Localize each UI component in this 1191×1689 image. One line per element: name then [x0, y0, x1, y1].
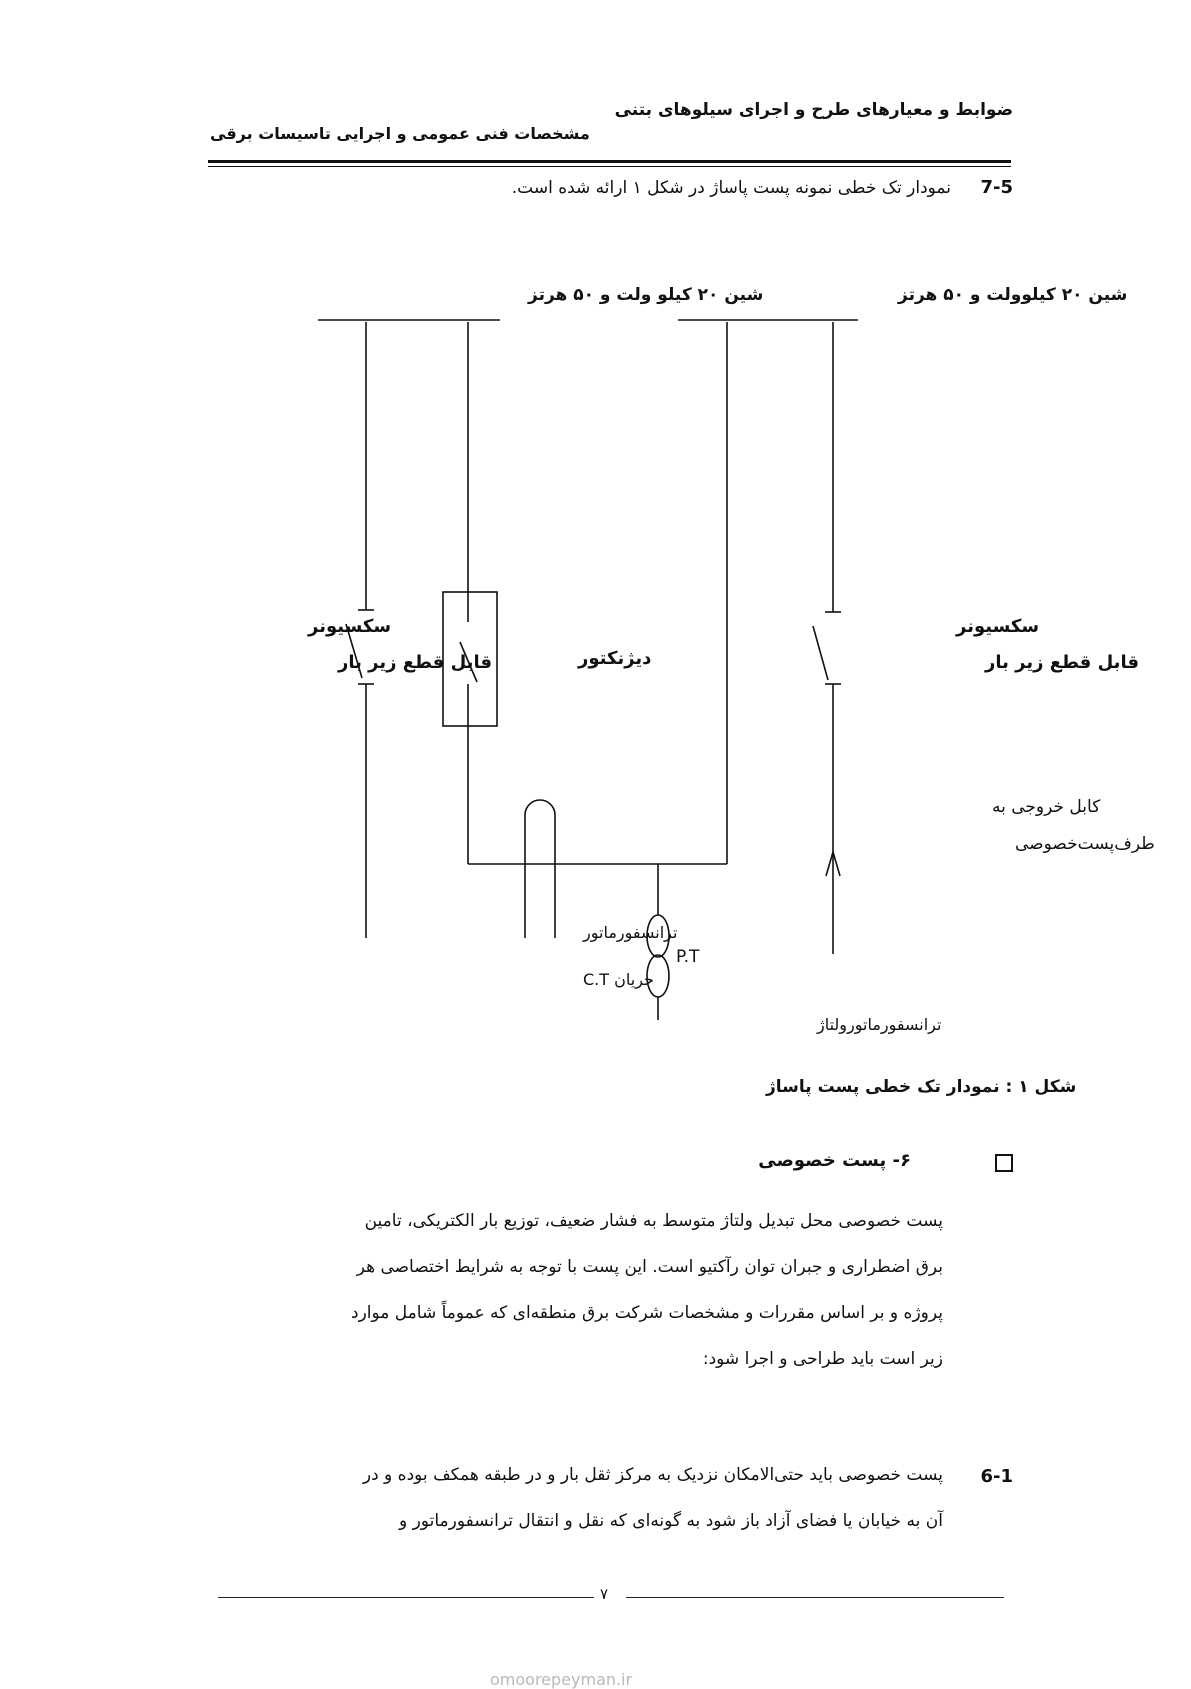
paragraph-line: زیر است باید طراحی و اجرا شود:	[702, 1349, 943, 1369]
intro-text: نمودار تک خطی نمونه پست پاساژ در شکل ۱ ارائه شده است.	[511, 178, 951, 198]
section-checkbox-icon	[995, 1154, 1013, 1172]
left-switch-subtitle: قابل قطع زیر بار	[338, 652, 492, 673]
paragraph-line: پست خصوصی محل تبدیل ولتاژ متوسط به فشار ضعیف، توزیع بار الکتریکی، تامین	[364, 1211, 943, 1231]
outgoing-cable-label-2: طرف‌پست‌خصوصی	[1015, 834, 1155, 854]
vt-label: ترانسفورماتورولتاژ	[817, 1015, 942, 1034]
right-bus-label: شین ۲۰ کیلوولت و ۵۰ هرتز	[898, 285, 1128, 305]
item-number: 6-1	[980, 1466, 1013, 1487]
outgoing-cable-label-1: کابل خروجی به	[992, 797, 1101, 817]
pt-label: P.T	[676, 947, 700, 967]
section-paragraph	[208, 1198, 943, 1382]
right-switch-blade	[813, 626, 828, 680]
paragraph-line: پروژه و بر اساس مقررات و مشخصات شرکت برق منطقه‌ای که عموماً شامل موارد	[351, 1303, 943, 1323]
breaker-label: دیژنکتور	[578, 648, 652, 669]
left-bus-label: شین ۲۰ کیلو ولت و ۵۰ هرتز	[528, 285, 764, 305]
paragraph-line: آن به خیابان یا فضای آزاد باز شود به گونه‌ای که نقل و انتقال ترانسفورماتور و	[398, 1511, 943, 1531]
outgoing-arrow-left	[826, 852, 833, 876]
section-heading: ۶- پست خصوصی	[758, 1150, 911, 1171]
figure-caption: شکل ۱ : نمودار تک خطی پست پاساژ	[766, 1077, 1077, 1097]
document-title: ضوابط و معیارهای طرح و اجرای سیلوهای بتنی	[614, 100, 1013, 120]
item-paragraph	[208, 1452, 943, 1544]
right-switch-subtitle: قابل قطع زیر بار	[985, 652, 1139, 673]
outgoing-arrow-right	[833, 852, 840, 876]
page-number: ۷	[600, 1585, 609, 1603]
paragraph-line: پست خصوصی باید حتی‌الامکان نزدیک به مرکز ثقل بار و در طبقه همکف بوده و در	[362, 1465, 943, 1485]
ct-loop	[525, 800, 555, 938]
intro-number: 7-5	[980, 177, 1013, 198]
right-switch-title: سکسیونر	[956, 616, 1040, 637]
paragraph-line: برق اضطراری و جبران توان رآکتیو است. این پست با توجه به شرایط اختصاصی هر	[356, 1257, 943, 1277]
left-switch-title: سکسیونر	[308, 616, 392, 637]
document-subtitle: مشخصات فنی عمومی و اجرایی تاسیسات برقی	[210, 124, 590, 143]
watermark: omoorepeyman.ir	[490, 1670, 633, 1689]
ct-label-1: ترانسفورماتور	[583, 923, 678, 942]
footer-rule-left	[218, 1597, 594, 1598]
footer-rule-right	[626, 1597, 1004, 1598]
ct-label-2: جریان C.T	[583, 970, 654, 989]
